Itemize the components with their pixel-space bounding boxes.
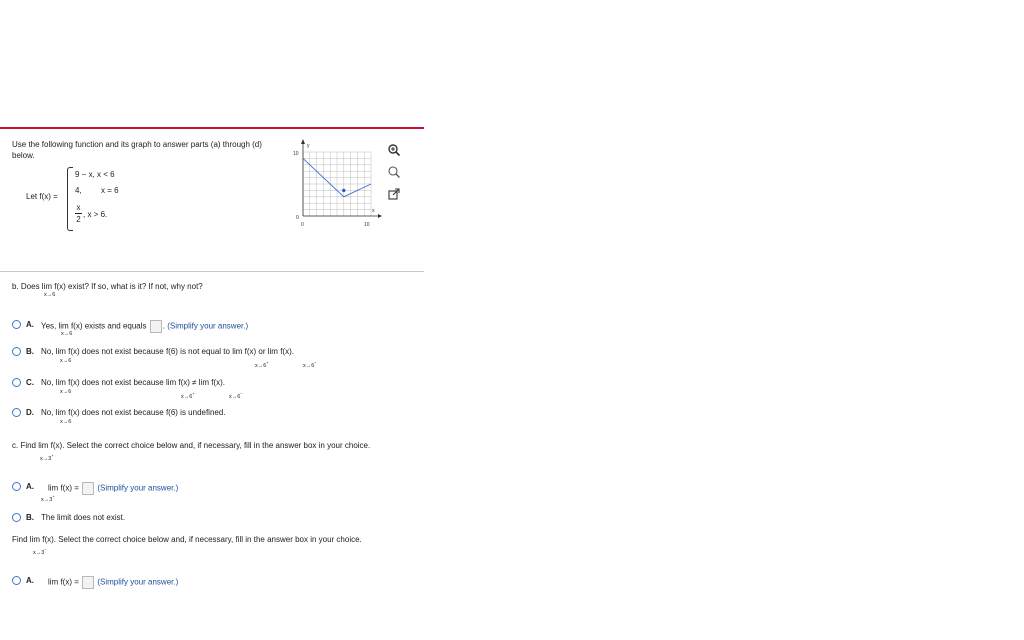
- fraction-numerator: x: [76, 203, 81, 212]
- part-c-option-b-radio[interactable]: [12, 513, 21, 522]
- part-b-option-d-text: No, lim f(x) does not exist because f(6) is undefined.: [41, 408, 226, 417]
- part-c-option-a-letter: A.: [26, 482, 34, 491]
- part-c-option-a-label: lim f(x) =: [48, 483, 79, 493]
- graph-grid: [303, 152, 371, 216]
- part-b-option-a-period: .: [162, 321, 165, 331]
- y-axis-arrow: [301, 139, 305, 144]
- part-b-option-c-subscript-3: x→6−: [229, 391, 243, 400]
- part-c2-question-subscript-text: x→3: [33, 549, 45, 556]
- part-c-question-subscript-text: x→3: [40, 455, 52, 462]
- part-b-option-a-hint: (Simplify your answer.): [167, 321, 249, 331]
- function-piece-3-fraction: [75, 203, 82, 224]
- x-axis-label: x: [372, 208, 375, 214]
- function-piece-2-condition: x = 6: [101, 186, 119, 195]
- part-b-option-b-subscript-1: x→6: [60, 358, 72, 364]
- x-tick-max: 10: [364, 222, 370, 228]
- part-c-option-a-radio[interactable]: [12, 482, 21, 491]
- part-c-option-a-hint: (Simplify your answer.): [97, 483, 179, 493]
- part-c2-option-a-text: [48, 576, 178, 589]
- part-b-option-a-letter: A.: [26, 320, 34, 329]
- part-c2-option-a-letter: A.: [26, 576, 34, 585]
- part-c-option-a-subscript-text: x→3: [41, 496, 53, 503]
- part-b-answer-box[interactable]: [150, 320, 162, 333]
- zoom-in-icon[interactable]: [387, 143, 401, 157]
- part-b-option-c-subscript-3-text: x→6: [229, 393, 241, 400]
- part-c2-option-a-radio[interactable]: [12, 576, 21, 585]
- zoom-out-icon[interactable]: [387, 165, 401, 179]
- function-piece-3-condition: , x > 6.: [83, 210, 108, 219]
- section-divider: [0, 271, 424, 272]
- part-b-option-a-subscript: x→6: [61, 331, 73, 337]
- function-piece-2-value: 4,: [75, 186, 82, 195]
- part-c-option-a-text: [48, 482, 178, 495]
- part-c2-answer-box[interactable]: [82, 576, 94, 589]
- part-b-option-d-letter: D.: [26, 408, 34, 417]
- part-b-option-c-text: No, lim f(x) does not exist because lim f(x) ≠ lim f(x).: [41, 378, 225, 387]
- x-tick-min: 0: [301, 222, 304, 228]
- piecewise-brace: [67, 167, 73, 231]
- part-c2-question: Find lim f(x). Select the correct choice below and, if necessary, fill in the answer box in your choice.: [12, 535, 362, 544]
- function-let-label: Let f(x) =: [26, 192, 58, 201]
- part-b-option-c-letter: C.: [26, 378, 34, 387]
- y-tick-min: 0: [296, 215, 299, 221]
- part-c-answer-box[interactable]: [82, 482, 94, 495]
- part-b-option-b-subscript-3-text: x→6: [303, 362, 315, 369]
- part-b-option-b-radio[interactable]: [12, 347, 21, 356]
- part-c-option-b-letter: B.: [26, 513, 34, 522]
- point-at-x-6: [342, 189, 345, 192]
- part-c-option-a-subscript: x→3+: [41, 494, 55, 503]
- function-piece-1: 9 − x, x < 6: [75, 170, 115, 179]
- intro-line-1: Use the following function and its graph to answer parts (a) through (d): [12, 140, 262, 149]
- part-c-question-subscript: x→3+: [40, 453, 54, 462]
- part-c2-option-a-hint: (Simplify your answer.): [97, 577, 179, 587]
- part-c-question: c. Find lim f(x). Select the correct choice below and, if necessary, fill in the answer box in your choice.: [12, 441, 371, 450]
- part-b-question: b. Does lim f(x) exist? If so, what is it? If not, why not?: [12, 282, 203, 291]
- fraction-denominator: 2: [76, 215, 81, 224]
- function-graph[interactable]: [286, 138, 382, 230]
- fraction-bar: [75, 213, 82, 214]
- part-c-option-b-text: The limit does not exist.: [41, 513, 126, 522]
- part-b-option-d-radio[interactable]: [12, 408, 21, 417]
- part-b-option-b-subscript-2-text: x→6: [255, 362, 267, 369]
- x-axis-arrow: [378, 214, 382, 218]
- part-b-question-subscript: x→6: [44, 292, 56, 298]
- part-b-option-c-subscript-1: x→6: [60, 389, 72, 395]
- part-b-option-c-radio[interactable]: [12, 378, 21, 387]
- part-c2-question-subscript: x→3−: [33, 547, 47, 556]
- part-b-option-b-subscript-2: x→6+: [255, 360, 269, 369]
- part-b-option-c-subscript-2-text: x→6: [181, 393, 193, 400]
- y-tick-max: 10: [293, 151, 299, 157]
- y-axis-label: y: [307, 143, 310, 149]
- part-b-option-d-subscript: x→6: [60, 419, 72, 425]
- part-b-option-b-text: No, lim f(x) does not exist because f(6) is not equal to lim f(x) or lim f(x).: [41, 347, 294, 356]
- part-b-option-b-subscript-3: x→6−: [303, 360, 317, 369]
- part-c2-option-a-label: lim f(x) =: [48, 577, 79, 587]
- part-b-option-a-label: Yes, lim f(x) exists and equals: [41, 321, 147, 331]
- intro-line-2: below.: [12, 151, 35, 160]
- part-b-option-b-letter: B.: [26, 347, 34, 356]
- pop-out-icon[interactable]: [387, 187, 401, 201]
- top-accent-bar: [0, 127, 424, 129]
- part-b-option-a-radio[interactable]: [12, 320, 21, 329]
- part-b-option-c-subscript-2: x→6+: [181, 391, 195, 400]
